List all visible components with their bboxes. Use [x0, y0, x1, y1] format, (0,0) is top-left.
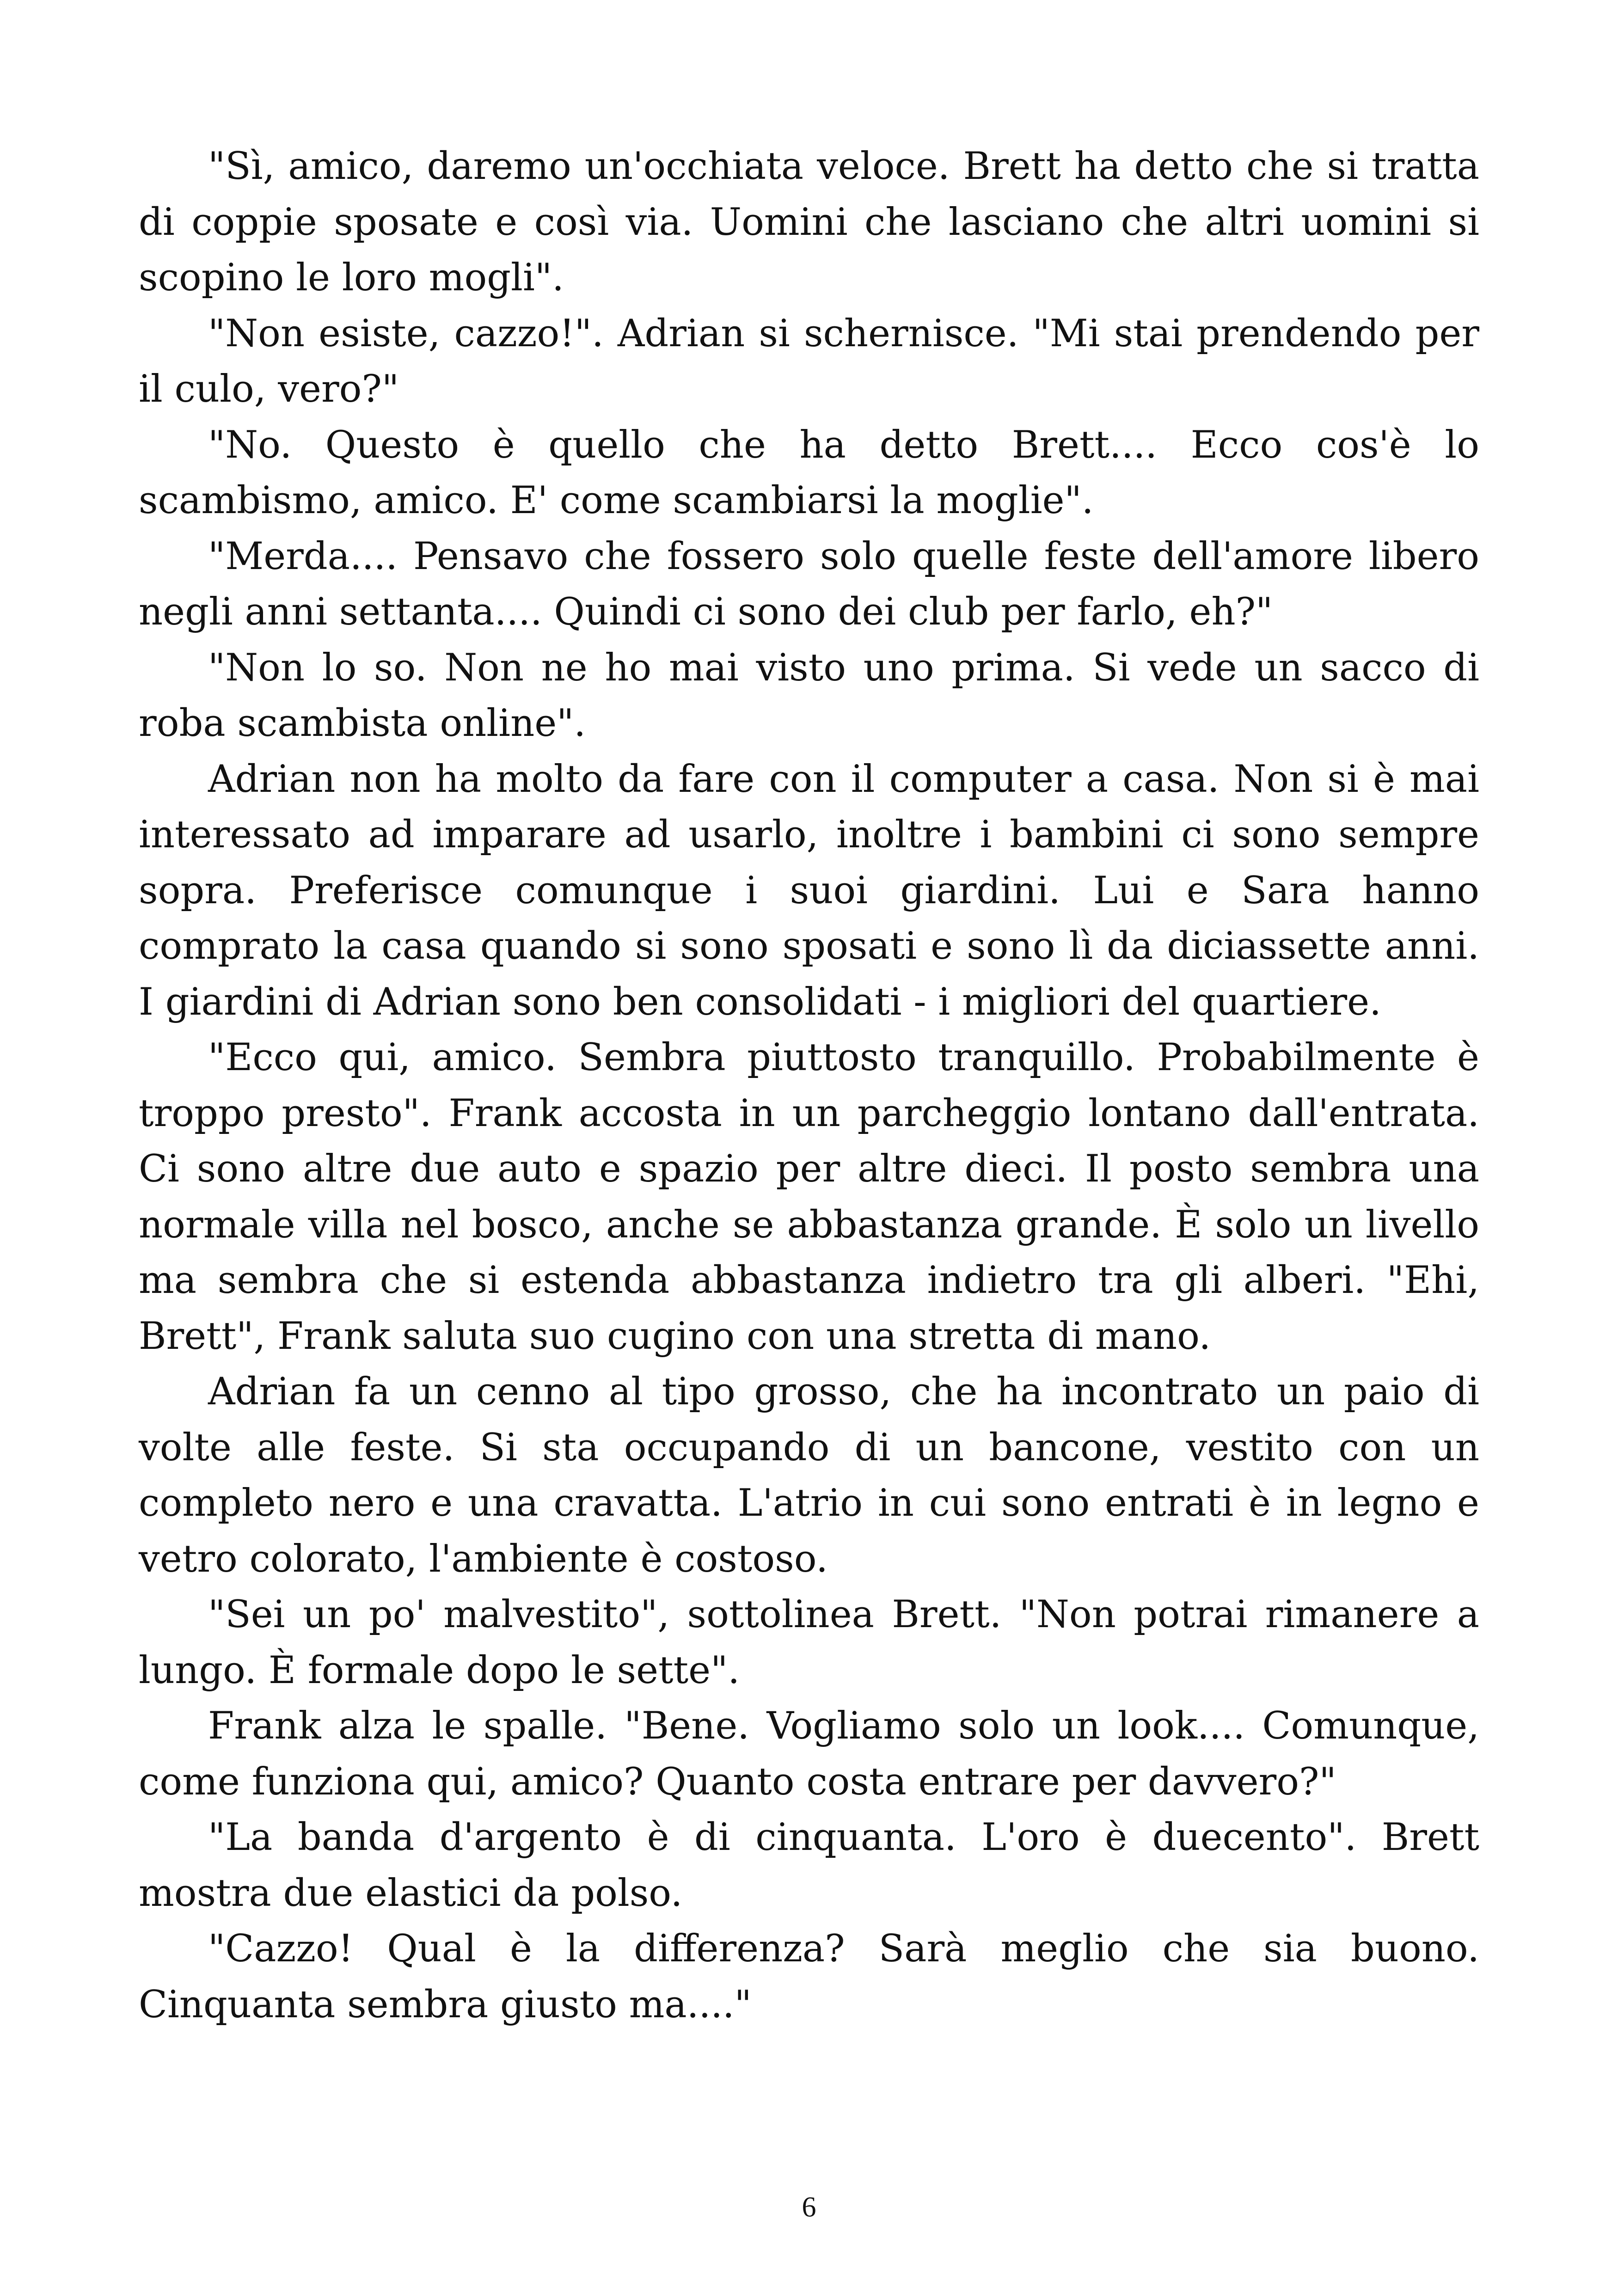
page-number: 6	[802, 2192, 816, 2223]
paragraph: "Cazzo! Qual è la differenza? Sarà meglio che sia buono. Cinquanta sembra giusto ma...."	[139, 1927, 1479, 2027]
paragraph: "Sei un po' malvestito", sottolinea Brett. "Non potrai rimanere a lungo. È formale dopo le sette".	[139, 1593, 1479, 1692]
paragraph: "La banda d'argento è di cinquanta. L'oro è duecento". Brett mostra due elastici da polso.	[139, 1816, 1479, 1915]
paragraph: "Sì, amico, daremo un'occhiata veloce. Brett ha detto che si tratta di coppie sposate e così via. Uomini che lasciano che altri uomini si scopino le loro mogli".	[139, 145, 1479, 300]
paragraph: "Non lo so. Non ne ho mai visto uno prima. Si vede un sacco di roba scambista online".	[139, 646, 1479, 745]
paragraph: Frank alza le spalle. "Bene. Vogliamo solo un look.... Comunque, come funziona qui, amico? Quanto costa entrare per davvero?"	[139, 1704, 1479, 1804]
paragraph: Adrian fa un cenno al tipo grosso, che ha incontrato un paio di volte alle feste. Si sta occupando di un bancone, vestito con un completo nero e una cravatta. L'atrio in cui sono entrati è in legno e vetro colorato, l'ambiente è costoso.	[139, 1370, 1479, 1581]
body-text	[139, 139, 1479, 2033]
paragraph: "No. Questo è quello che ha detto Brett.... Ecco cos'è lo scambismo, amico. E' come scambiarsi la moglie".	[139, 423, 1479, 522]
paragraph: "Merda.... Pensavo che fossero solo quelle feste dell'amore libero negli anni settanta.... Quindi ci sono dei club per farlo, eh?"	[139, 534, 1479, 634]
paragraph: "Non esiste, cazzo!". Adrian si schernisce. "Mi stai prendendo per il culo, vero?"	[139, 312, 1479, 411]
paragraph: Adrian non ha molto da fare con il computer a casa. Non si è mai interessato ad imparare ad usarlo, inoltre i bambini ci sono sempre sopra. Preferisce comunque i suoi giardini. Lui e Sara hanno comprato la casa quando si sono sposati e sono lì da diciassette anni. I giardini di Adrian sono ben consolidati - i migliori del quartiere.	[139, 757, 1479, 1024]
paragraph: "Ecco qui, amico. Sembra piuttosto tranquillo. Probabilmente è troppo presto". Frank accosta in un parcheggio lontano dall'entrata. Ci sono altre due auto e spazio per altre dieci. Il posto sembra una normale villa nel bosco, anche se abbastanza grande. È solo un livello ma sembra che si estenda abbastanza indietro tra gli alberi. "Ehi, Brett", Frank saluta suo cugino con una stretta di mano.	[139, 1036, 1479, 1358]
